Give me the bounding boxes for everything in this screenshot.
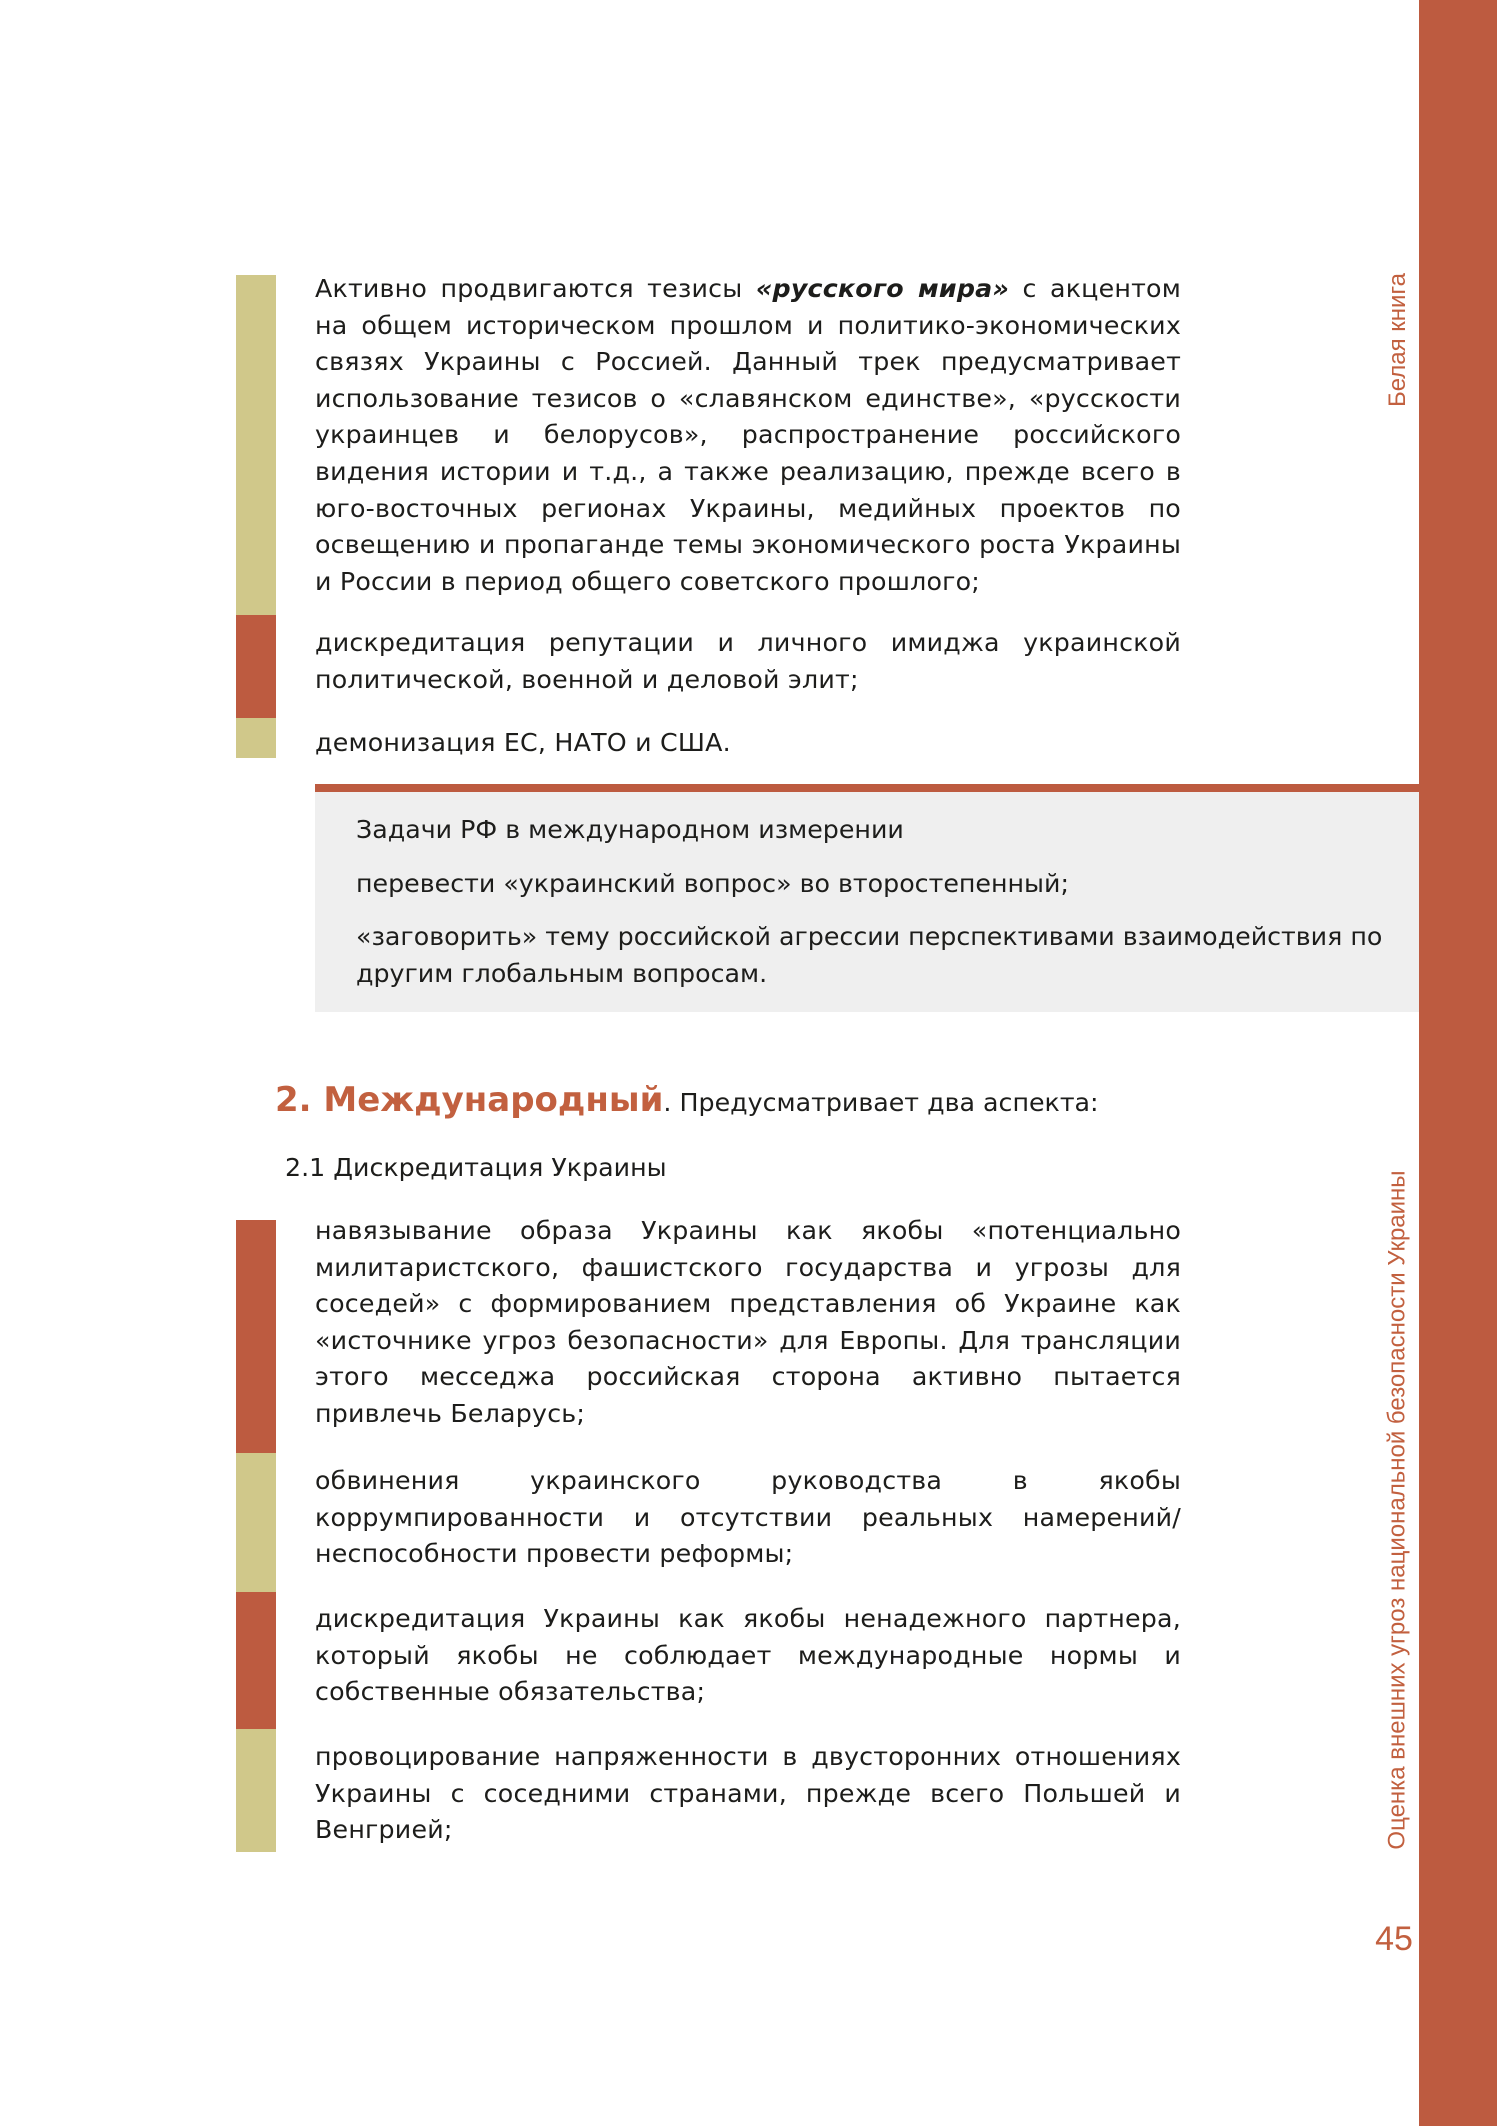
book-title-vertical: Белая книга <box>1384 272 1411 408</box>
list-item: дискредитация репутации и личного имиджа украинской политической, военной и деловой элит; <box>315 628 1181 694</box>
list-item: дискредитация Украины как якобы ненадежного партнера, который якобы не соблюдает международные нормы и собственные обязательства; <box>315 1604 1181 1707</box>
callout-item: перевести «украинский вопрос» во второстепенный; <box>356 869 1069 898</box>
list-item: обвинения украинского руководства в якобы коррумпированности и отсутствии реальных намерений/неспособности провести реформы; <box>315 1466 1181 1569</box>
report-title-vertical: Оценка внешних угроз национальной безопасности Украины <box>1384 1170 1411 1850</box>
list-marker-bar <box>236 1220 276 1453</box>
section-title: 2. Международный <box>275 1080 664 1120</box>
list-marker-bar <box>236 718 276 758</box>
section-heading <box>275 1078 1375 1128</box>
list-item: демонизация ЕС, НАТО и США. <box>315 728 731 757</box>
callout-item: «заговорить» тему российской агрессии перспективами взаимодействия по другим глобальным вопросам. <box>356 922 1383 988</box>
list-marker-bar <box>236 1592 276 1729</box>
list-marker-bar <box>236 1729 276 1852</box>
callout-rule <box>315 784 1419 792</box>
emphasis-text: «русского мира» <box>755 274 1010 303</box>
list-marker-bar <box>236 615 276 718</box>
callout-title: Задачи РФ в международном измерении <box>356 815 904 844</box>
subsection-heading: 2.1 Дискредитация Украины <box>285 1153 667 1182</box>
section-intro: . Предусматривает два аспекта: <box>663 1088 1099 1117</box>
page-number: 45 <box>1375 1920 1413 1958</box>
list-item: навязывание образа Украины как якобы «потенциально милитаристского, фашистского государства и угрозы для соседей» с формированием представления об Украине как «источнике угроз безопасности» для Европы. Для трансляции этого месседжа российская сторона активно пытается привлечь Беларусь; <box>315 1216 1181 1428</box>
list-item: провоцирование напряженности в двусторонних отношениях Украины с соседними странами, прежде всего Польшей и Венгрией; <box>315 1742 1181 1845</box>
list-marker-bar <box>236 275 276 615</box>
list-item: Активно продвигаются тезисы «русского мира» с акцентом на общем историческом прошлом и политико-экономических связях Украины с Россией. Данный трек предусматривает использование тезисов о «славянском единстве», «русскости украинцев и белорусов», распространение российского видения истории и т.д., а также реализацию, прежде всего в юго-восточных регионах Украины, медийных проектов по освещению и пропаганде темы экономического роста Украины и России в период общего советского прошлого; <box>315 274 1181 596</box>
list-marker-bar <box>236 1453 276 1592</box>
side-color-band <box>1419 0 1497 2126</box>
